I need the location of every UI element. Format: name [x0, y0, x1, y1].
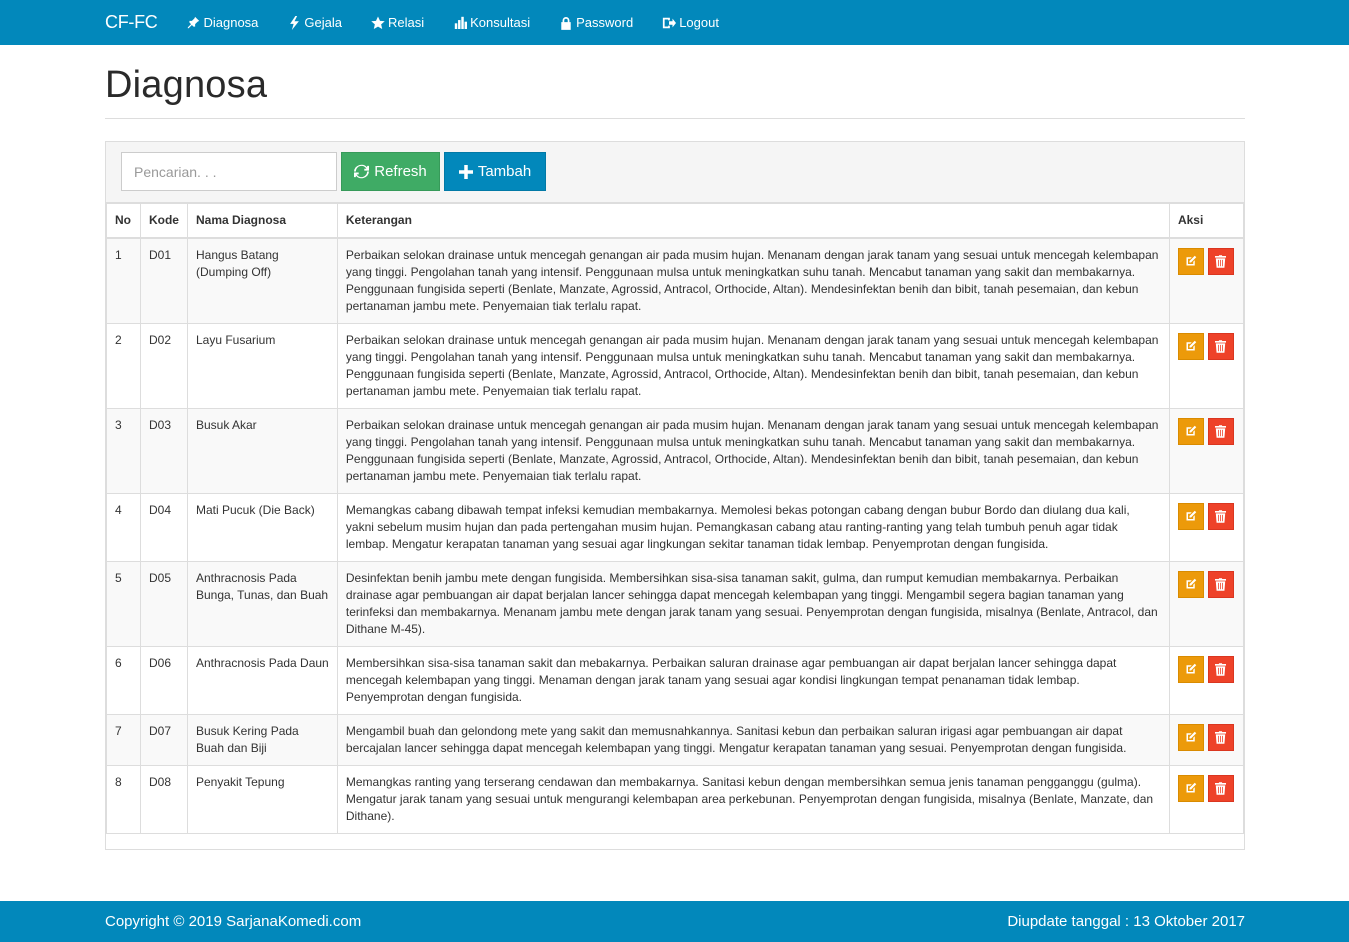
cell-keterangan: Memangkas ranting yang terserang cendawan dan membakarnya. Sanitasi kebun dengan membersihkan semua jenis tanaman pengganggu (gulma). Mengatur jarak tanam yang sesuai untuk mengurangi kelembapan area perkebunan. Penyemprotan dengan fungisida, misalnya (Benlate, Manzate, dan Dithane).	[337, 765, 1169, 833]
cell-no: 3	[107, 408, 141, 493]
cell-no: 2	[107, 323, 141, 408]
cell-keterangan: Perbaikan selokan drainase untuk mencegah genangan air pada musim hujan. Menanam dengan jarak tanam yang sesuai untuk mencegah kelembapan yang tinggi. Pengolahan tanah yang intensif. Penggunaan mulsa untuk meningkatkan suhu tanah. Mencabut tanaman yang sakit dan membakarnya. Penggunaan fungisida seperti (Benlate, Manzate, Agrossid, Antracol, Orthocide, Altan). Mendesinfektan benih dan bibit, tanah pesemaian, dan kebun pertanaman jambu mete. Penyemaian tiak terlalu rapat.	[337, 238, 1169, 324]
trash-icon	[1215, 510, 1226, 523]
stats-icon	[453, 16, 467, 30]
cell-keterangan: Membersihkan sisa-sisa tanaman sakit dan mebakarnya. Perbaikan saluran drainase agar pembuangan air dapat berjalan lancer sehingga dapat mencegah kelembapan yang tinggi. Menaman dengan jarak tanam yang sesuai agar kondisi lingkungan tempat penanaman tidak lembap. Penyemprotan dengan fungisida.	[337, 646, 1169, 714]
cell-kode: D04	[140, 493, 187, 561]
trash-icon	[1215, 340, 1226, 353]
cell-kode: D07	[140, 714, 187, 765]
edit-button[interactable]	[1178, 503, 1204, 530]
cell-aksi	[1169, 238, 1243, 324]
add-label: Tambah	[477, 163, 532, 180]
cell-kode: D05	[140, 561, 187, 646]
edit-button[interactable]	[1178, 724, 1204, 751]
cell-kode: D02	[140, 323, 187, 408]
table-row	[107, 765, 1244, 833]
edit-icon	[1185, 255, 1197, 267]
trash-icon	[1215, 425, 1226, 438]
flash-icon	[287, 16, 301, 30]
nav-item-konsultasi[interactable]	[453, 15, 530, 30]
pushpin-icon	[186, 16, 200, 30]
delete-button[interactable]	[1208, 418, 1234, 445]
lock-icon	[559, 16, 573, 30]
edit-icon	[1185, 510, 1197, 522]
title-divider	[105, 118, 1245, 119]
refresh-icon	[354, 164, 369, 179]
cell-no: 7	[107, 714, 141, 765]
cell-nama: Busuk Kering Pada Buah dan Biji	[187, 714, 337, 765]
logout-icon	[662, 16, 676, 30]
cell-nama: Busuk Akar	[187, 408, 337, 493]
delete-button[interactable]	[1208, 656, 1234, 683]
nav-item-relasi[interactable]	[371, 15, 424, 30]
toolbar	[106, 142, 1244, 203]
table-row	[107, 646, 1244, 714]
trash-icon	[1215, 782, 1226, 795]
nav-item-logout[interactable]	[662, 15, 719, 30]
nav-item-diagnosa[interactable]	[186, 15, 258, 30]
cell-no: 8	[107, 765, 141, 833]
edit-icon	[1185, 731, 1197, 743]
cell-no: 5	[107, 561, 141, 646]
cell-keterangan: Desinfektan benih jambu mete dengan fungisida. Membersihkan sisa-sisa tanaman sakit, gulma, dan rumput kemudian membakarnya. Perbaikan drainase agar pembuangan air dapat berjalan lancer sehingga dapat mencegah kelembapan yang tinggi. Mengambil segera bagian tanaman yang terinfeksi dan membakarnya. Menanam jambu mete dengan jarak tanam yang sesuai. Penyemprotan dengan fungisida, misalnya (Benlate, Antracol, dan Dithane M-45).	[337, 561, 1169, 646]
cell-nama: Anthracnosis Pada Bunga, Tunas, dan Buah	[187, 561, 337, 646]
cell-aksi	[1169, 765, 1243, 833]
cell-nama: Anthracnosis Pada Daun	[187, 646, 337, 714]
table-row	[107, 238, 1244, 324]
cell-aksi	[1169, 714, 1243, 765]
cell-keterangan: Mengambil buah dan gelondong mete yang sakit dan memusnahkannya. Sanitasi kebun dan perbaikan saluran irigasi agar pembuangan air dapat bercajalan lancer sehingga dapat mencegah kelembapan yang tinggi. Mengatur kerapatan tanaman yang sesuai. Penyemprotan dengan fungisida.	[337, 714, 1169, 765]
nav-item-label: Logout	[679, 15, 719, 30]
cell-no: 1	[107, 238, 141, 324]
table-row	[107, 714, 1244, 765]
cell-no: 4	[107, 493, 141, 561]
nav-item-label: Password	[576, 15, 634, 30]
delete-button[interactable]	[1208, 775, 1234, 802]
header-keterangan: Keterangan	[337, 204, 1169, 238]
add-button[interactable]	[444, 152, 546, 191]
trash-icon	[1215, 255, 1226, 268]
footer-copyright: Copyright © 2019 SarjanaKomedi.com	[105, 913, 362, 930]
cell-aksi	[1169, 408, 1243, 493]
page-title: Diagnosa	[105, 64, 268, 106]
edit-icon	[1185, 663, 1197, 675]
cell-nama: Penyakit Tepung	[187, 765, 337, 833]
plus-icon	[459, 165, 473, 179]
trash-icon	[1215, 663, 1226, 676]
refresh-label: Refresh	[374, 163, 427, 180]
edit-icon	[1185, 340, 1197, 352]
edit-button[interactable]	[1178, 418, 1204, 445]
diagnosa-table	[106, 203, 1244, 834]
trash-icon	[1215, 731, 1226, 744]
nav-item-label: Gejala	[304, 15, 342, 30]
star-icon	[371, 16, 385, 30]
cell-aksi	[1169, 646, 1243, 714]
refresh-button[interactable]	[341, 152, 440, 191]
edit-icon	[1185, 578, 1197, 590]
table-header-row	[107, 204, 1244, 238]
table-row	[107, 323, 1244, 408]
delete-button[interactable]	[1208, 571, 1234, 598]
edit-icon	[1185, 782, 1197, 794]
cell-kode: D08	[140, 765, 187, 833]
cell-no: 6	[107, 646, 141, 714]
cell-aksi	[1169, 493, 1243, 561]
edit-button[interactable]	[1178, 333, 1204, 360]
cell-nama: Hangus Batang (Dumping Off)	[187, 238, 337, 324]
cell-nama: Mati Pucuk (Die Back)	[187, 493, 337, 561]
table-row	[107, 408, 1244, 493]
delete-button[interactable]	[1208, 724, 1234, 751]
cell-keterangan: Perbaikan selokan drainase untuk mencegah genangan air pada musim hujan. Menanam dengan jarak tanam yang sesuai untuk mencegah kelembapan yang tinggi. Pengolahan tanah yang intensif. Penggunaan mulsa untuk meningkatkan suhu tanah. Mencabut tanaman yang sakit dan membakarnya. Penggunaan fungisida seperti (Benlate, Manzate, Agrossid, Antracol, Orthocide, Altan). Mendesinfektan benih dan bibit, tanah pesemaian, dan kebun pertanaman jambu mete. Penyemaian tiak terlalu rapat.	[337, 323, 1169, 408]
cell-aksi	[1169, 323, 1243, 408]
nav-item-label: Diagnosa	[203, 15, 259, 30]
header-no: No	[107, 204, 141, 238]
edit-button[interactable]	[1178, 656, 1204, 683]
footer-updated: Diupdate tanggal : 13 Oktober 2017	[1007, 913, 1245, 930]
diagnosa-panel	[105, 141, 1245, 850]
header-nama-diagnosa: Nama Diagnosa	[187, 204, 337, 238]
edit-button[interactable]	[1178, 248, 1204, 275]
top-navbar	[0, 0, 1349, 45]
brand-logo[interactable]: CF-FC	[105, 12, 158, 32]
search-input[interactable]	[121, 152, 337, 191]
edit-icon	[1185, 425, 1197, 437]
delete-button[interactable]	[1208, 248, 1234, 275]
cell-keterangan: Memangkas cabang dibawah tempat infeksi kemudian membakarnya. Memolesi bekas potongan cabang dengan bubur Bordo dan diulang dua kali, yakni sebelum musim hujan dan pada pertengahan musim hujan. Pemangkasan cabang atau ranting-ranting yang telah tumbuh penuh agar tidak lembap. Mengatur kerapatan tanaman yang sesuai agar lingkungan sekitar tanaman tidak lembap. Penyemprotan dengan fungisida.	[337, 493, 1169, 561]
nav-item-gejala[interactable]	[287, 15, 342, 30]
nav-item-password[interactable]	[559, 15, 633, 30]
trash-icon	[1215, 578, 1226, 591]
delete-button[interactable]	[1208, 333, 1234, 360]
nav-item-label: Relasi	[388, 15, 425, 30]
header-kode: Kode	[140, 204, 187, 238]
delete-button[interactable]	[1208, 503, 1234, 530]
header-aksi: Aksi	[1169, 204, 1243, 238]
nav-item-label: Konsultasi	[470, 15, 531, 30]
cell-aksi	[1169, 561, 1243, 646]
footer	[0, 901, 1349, 942]
edit-button[interactable]	[1178, 775, 1204, 802]
edit-button[interactable]	[1178, 571, 1204, 598]
cell-kode: D06	[140, 646, 187, 714]
table-row	[107, 561, 1244, 646]
cell-kode: D01	[140, 238, 187, 324]
cell-kode: D03	[140, 408, 187, 493]
cell-keterangan: Perbaikan selokan drainase untuk mencegah genangan air pada musim hujan. Menanam dengan jarak tanam yang sesuai untuk mencegah kelembapan yang tinggi. Pengolahan tanah yang intensif. Penggunaan mulsa untuk meningkatkan suhu tanah. Mencabut tanaman yang sakit dan membakarnya. Penggunaan fungisida seperti (Benlate, Manzate, Agrossid, Antracol, Orthocide, Altan). Mendesinfektan benih dan bibit, tanah pesemaian, dan kebun pertanaman jambu mete. Penyemaian tiak terlalu rapat.	[337, 408, 1169, 493]
cell-nama: Layu Fusarium	[187, 323, 337, 408]
table-row	[107, 493, 1244, 561]
